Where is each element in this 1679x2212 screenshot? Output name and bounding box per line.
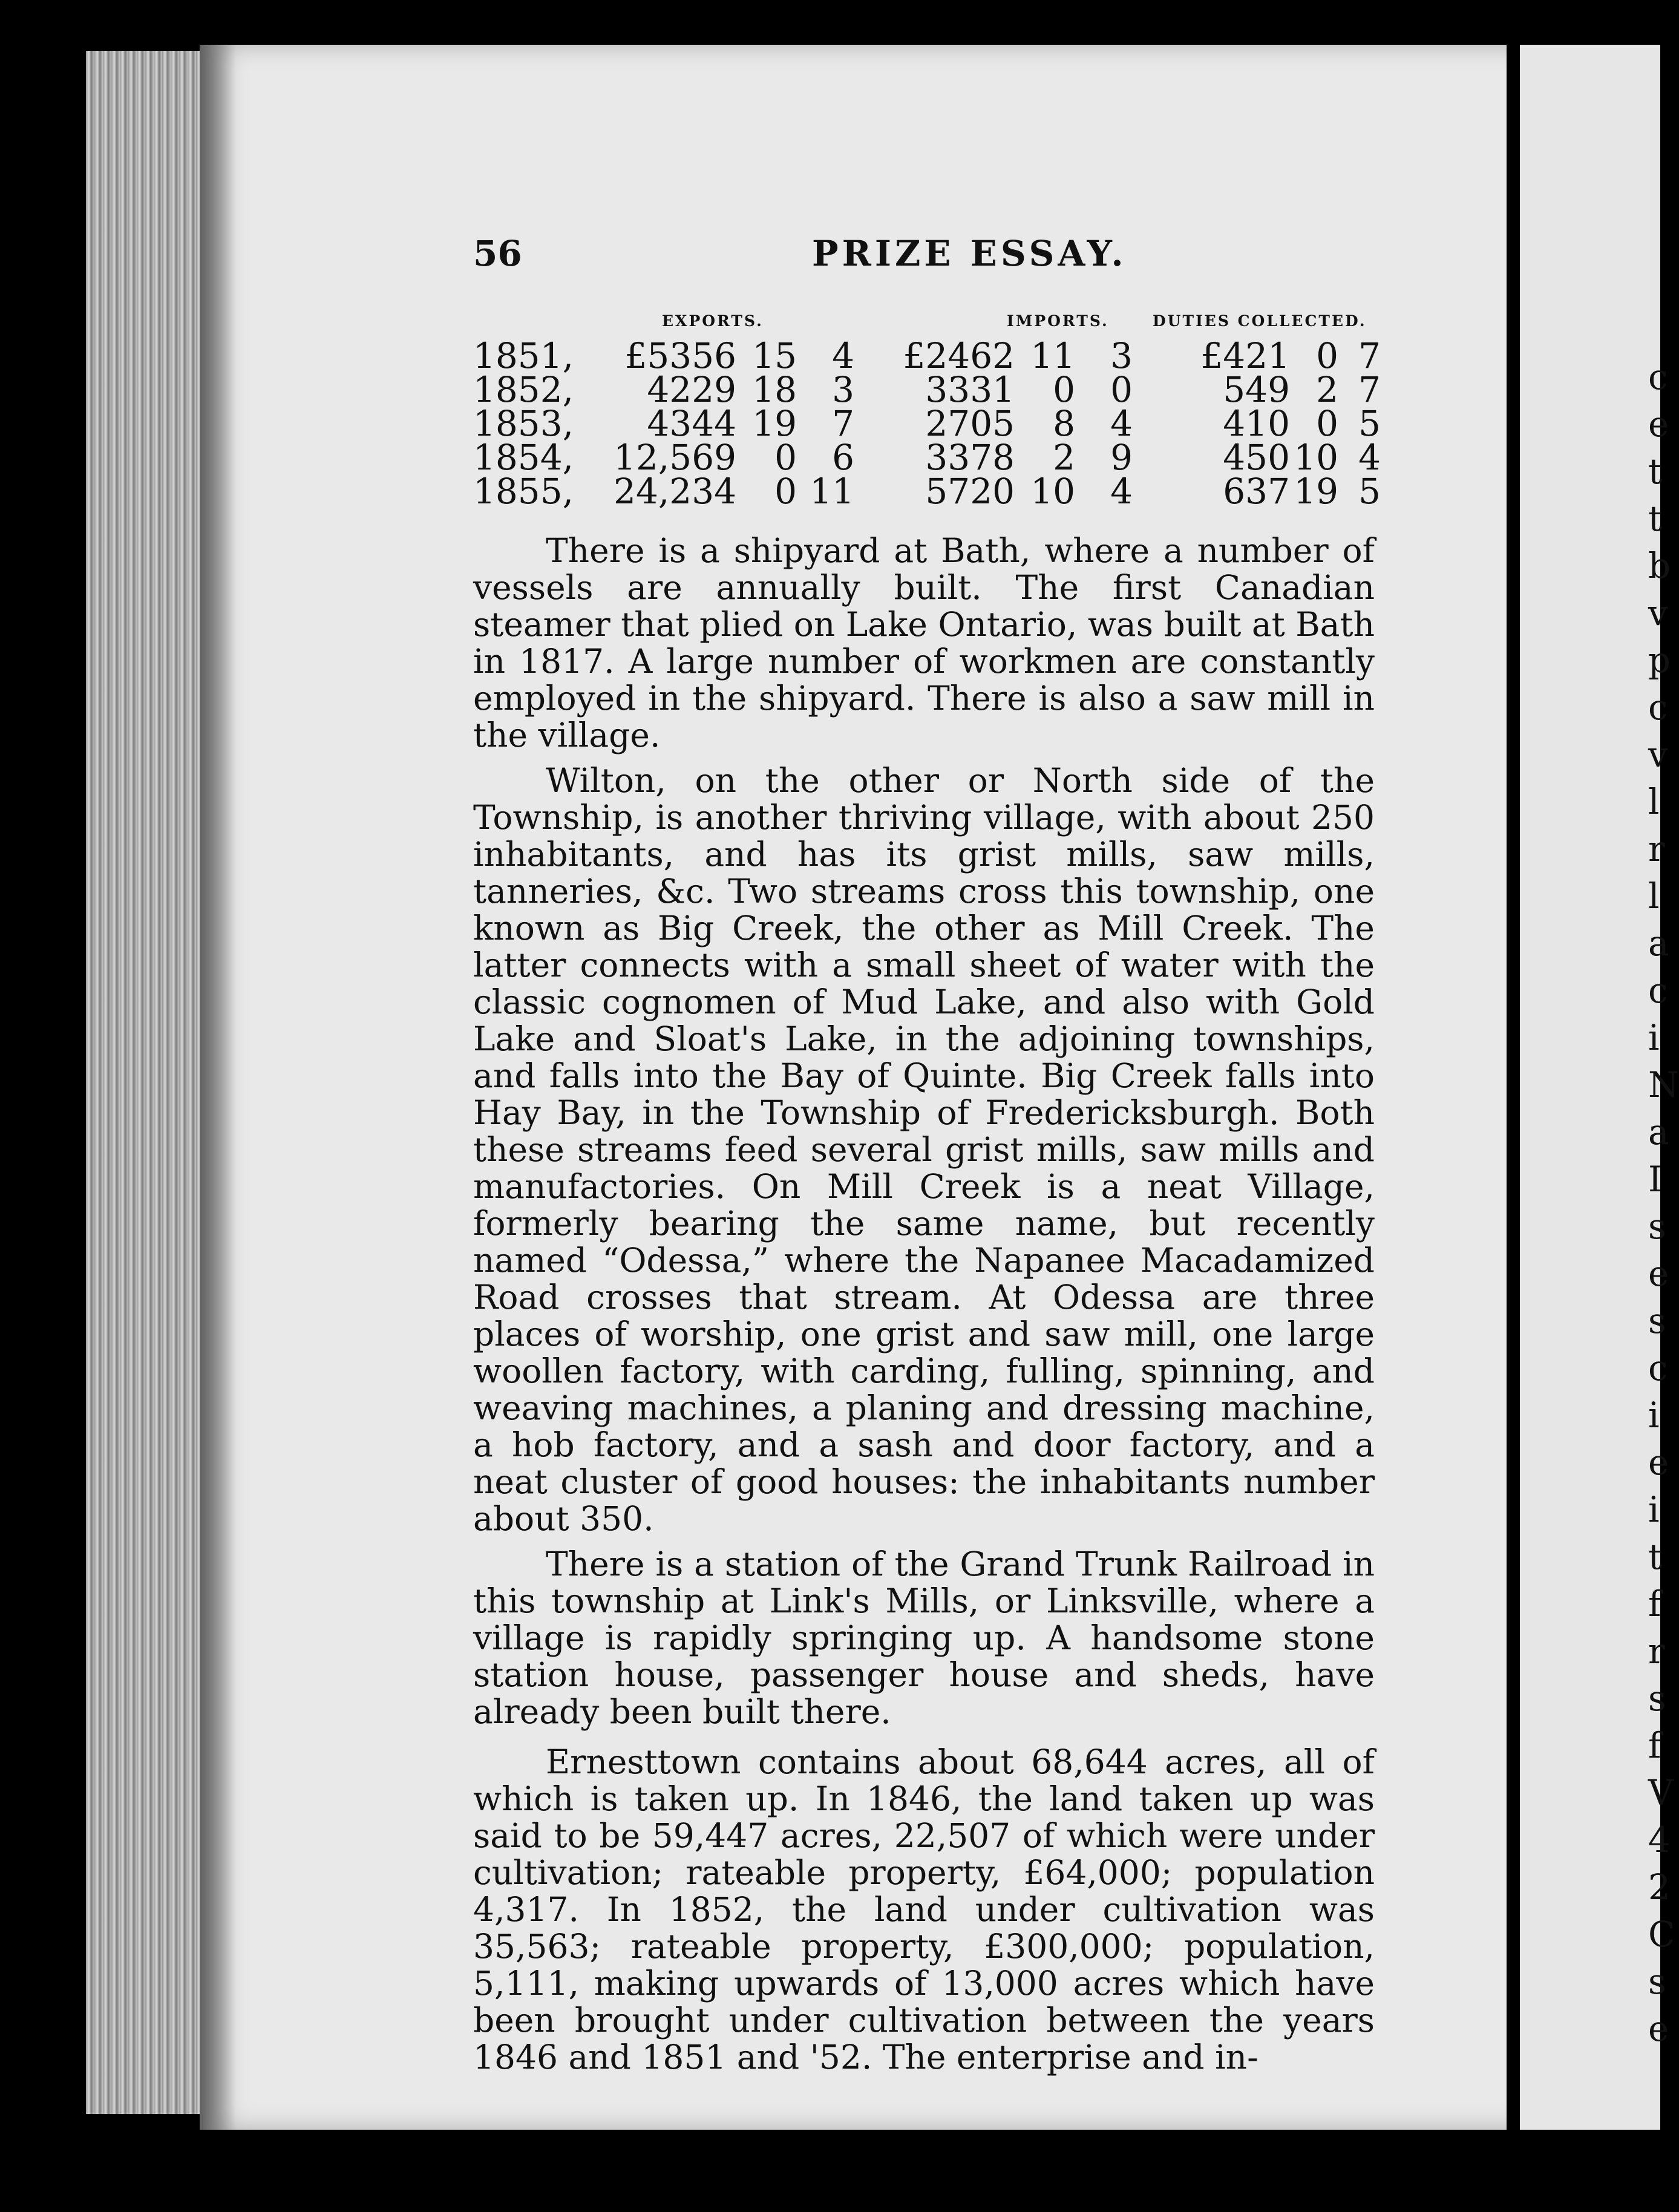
- facing-page-letter: V: [1648, 1772, 1674, 1813]
- row-year: 1853,: [473, 403, 574, 444]
- facing-page-letter: e: [1648, 1253, 1669, 1294]
- export-pence: 3: [832, 369, 854, 410]
- import-pence: 0: [1110, 369, 1133, 410]
- import-pence: 3: [1110, 335, 1133, 376]
- import-pence: 4: [1110, 471, 1133, 512]
- duty-pence: 5: [1358, 403, 1381, 444]
- facing-page-letter: i: [1648, 1017, 1660, 1058]
- row-year: 1851,: [473, 335, 574, 376]
- facing-page-letter: s: [1648, 1678, 1666, 1719]
- import-pounds: 3378: [925, 437, 1015, 478]
- import-shillings: 8: [1053, 403, 1075, 444]
- paragraph-railroad: There is a station of the Grand Trunk Railroad in this township at Link's Mills, or Linksville, where a village is rapidly springing up. A handsome stone station house, passenger house and sheds, have already been built there.: [473, 1545, 1375, 1731]
- table-row: [473, 339, 1381, 373]
- page-number: 56: [473, 233, 522, 274]
- export-shillings: 0: [774, 471, 797, 512]
- table-row: [473, 474, 1381, 508]
- facing-page-letter: r: [1648, 1631, 1665, 1672]
- import-pounds: 5720: [925, 471, 1015, 512]
- running-title: PRIZE ESSAY.: [812, 233, 1127, 274]
- export-pounds: £5356: [624, 335, 736, 376]
- export-shillings: 15: [752, 335, 797, 376]
- duty-pence: 7: [1358, 335, 1381, 376]
- body-text: [473, 532, 1375, 2084]
- export-pence: 6: [832, 437, 854, 478]
- table-row: [473, 407, 1381, 440]
- facing-page-letter: l: [1648, 875, 1660, 917]
- facing-page-letter: l: [1648, 781, 1660, 822]
- gutter-shadow: [200, 45, 236, 2130]
- duty-shillings: 10: [1294, 437, 1338, 478]
- facing-page-letter: a: [1648, 1111, 1669, 1153]
- paragraph-ernesttown: Ernesttown contains about 68,644 acres, all of which is taken up. In 1846, the land taken up was said to be 59,447 acres, 22,507 of which were under cultivation; rateable property, £64,000; population 4,317. In 1852, the land under cultivation was 35,563; rateable property, £300,000; population, 5,111, making upwards of 13,000 acres which have been brought under cultivation between the years 1846 and 1851 and '52. The enterprise and in-: [473, 1742, 1375, 2076]
- facing-page-letter: r: [1648, 828, 1665, 869]
- duty-pounds: 549: [1223, 369, 1290, 410]
- paragraph-shipyard: There is a shipyard at Bath, where a number of vessels are annually built. The first Canadian steamer that plied on Lake Ontario, was built at Bath in 1817. A large number of workmen are constantly employed in the shipyard. There is also a saw mill in the village.: [473, 531, 1375, 754]
- duty-pence: 7: [1358, 369, 1381, 410]
- import-shillings: 11: [1030, 335, 1075, 376]
- duty-shillings: 2: [1316, 369, 1338, 410]
- row-year: 1855,: [473, 471, 574, 512]
- facing-page-letter: 2: [1648, 1867, 1671, 1908]
- table-row: [473, 373, 1381, 407]
- facing-page-letter: c: [1648, 1347, 1668, 1389]
- facing-page-letter: s: [1648, 1961, 1666, 2002]
- imports-header: IMPORTS.: [1007, 312, 1109, 330]
- import-shillings: 10: [1030, 471, 1075, 512]
- table-row: [473, 440, 1381, 474]
- duty-pounds: 450: [1223, 437, 1290, 478]
- facing-page-letter: f: [1648, 1725, 1661, 1766]
- duty-shillings: 0: [1316, 403, 1338, 444]
- facing-page-edge: [1520, 45, 1679, 2130]
- export-pounds: 12,569: [614, 437, 736, 478]
- export-pence: 7: [832, 403, 854, 444]
- duty-pounds: £421: [1200, 335, 1290, 376]
- facing-page-letter: s: [1648, 1300, 1666, 1341]
- export-shillings: 0: [774, 437, 797, 478]
- facing-page-letter: c: [1648, 970, 1668, 1011]
- facing-page-letter: f: [1648, 1583, 1661, 1625]
- import-pence: 4: [1110, 403, 1133, 444]
- duty-pence: 5: [1358, 471, 1381, 512]
- duty-pounds: 410: [1223, 403, 1290, 444]
- import-shillings: 2: [1053, 437, 1075, 478]
- table-header: [473, 312, 1381, 336]
- import-pence: 9: [1110, 437, 1133, 478]
- facing-page-letter: a: [1648, 923, 1669, 964]
- import-pounds: 2705: [925, 403, 1015, 444]
- facing-page-letter: v: [1648, 734, 1668, 775]
- facing-page-letter: 4: [1648, 1819, 1671, 1860]
- facing-page-letter: t: [1648, 451, 1663, 492]
- facing-page-letter: e: [1648, 2008, 1669, 2049]
- export-shillings: 18: [752, 369, 797, 410]
- facing-page-letter: i: [1648, 1489, 1660, 1530]
- duty-shillings: 0: [1316, 335, 1338, 376]
- facing-page-letter: t: [1648, 1536, 1663, 1577]
- export-pounds: 24,234: [614, 471, 736, 512]
- facing-page-letter: v: [1648, 592, 1668, 633]
- duty-shillings: 19: [1294, 471, 1338, 512]
- paragraph-wilton: Wilton, on the other or North side of the Township, is another thriving village, with about 250 inhabitants, and has its grist mills, saw mills, tanneries, &c. Two streams cross this township, one known as Big Creek, the other as Mill Creek. The latter connects with a small sheet of water with the classic cognomen of Mud Lake, and also with Gold Lake and Sloat's Lake, in the adjoining townships, and falls into the Bay of Quinte. Big Creek falls into Hay Bay, in the Township of Fredericksburgh. Both these streams feed several grist mills, saw mills and manufactories. On Mill Creek is a neat Village, formerly bearing the same name, but recently named “Odessa,” where the Napanee Macadamized Road crosses that stream. At Odessa are three places of worship, one grist and saw mill, one large woollen factory, with carding, fulling, spinning, and weaving machines, a planing and dressing machine, a hob factory, and a sash and door factory, and a neat cluster of good houses: the inhabitants number about 350.: [473, 761, 1375, 1538]
- export-pounds: 4229: [647, 369, 736, 410]
- facing-page-letter: C: [1648, 1914, 1675, 1955]
- export-pence: 4: [832, 335, 854, 376]
- trade-table: [473, 335, 1381, 512]
- duty-pounds: 637: [1223, 471, 1290, 512]
- facing-page-letter: I: [1648, 1159, 1662, 1200]
- facing-page-letter: t: [1648, 498, 1663, 539]
- import-pounds: 3331: [925, 369, 1015, 410]
- facing-page-letter: N: [1648, 1064, 1679, 1105]
- facing-page-letter: c: [1648, 356, 1668, 398]
- facing-page-letter: p: [1648, 640, 1671, 681]
- exports-header: EXPORTS.: [662, 312, 764, 330]
- facing-page-letter: b: [1648, 545, 1671, 586]
- facing-page-letter: e: [1648, 404, 1669, 445]
- facing-page-letter: e: [1648, 1442, 1669, 1483]
- export-pounds: 4344: [647, 403, 736, 444]
- facing-page-letter: c: [1648, 687, 1668, 728]
- export-pence: 11: [810, 471, 854, 512]
- duty-pence: 4: [1358, 437, 1381, 478]
- import-pounds: £2462: [903, 335, 1015, 376]
- facing-page-letter: i: [1648, 1395, 1660, 1436]
- duties-header: DUTIES COLLECTED.: [1153, 312, 1367, 330]
- import-shillings: 0: [1053, 369, 1075, 410]
- row-year: 1852,: [473, 369, 574, 410]
- facing-page-letter: s: [1648, 1206, 1666, 1247]
- row-year: 1854,: [473, 437, 574, 478]
- export-shillings: 19: [752, 403, 797, 444]
